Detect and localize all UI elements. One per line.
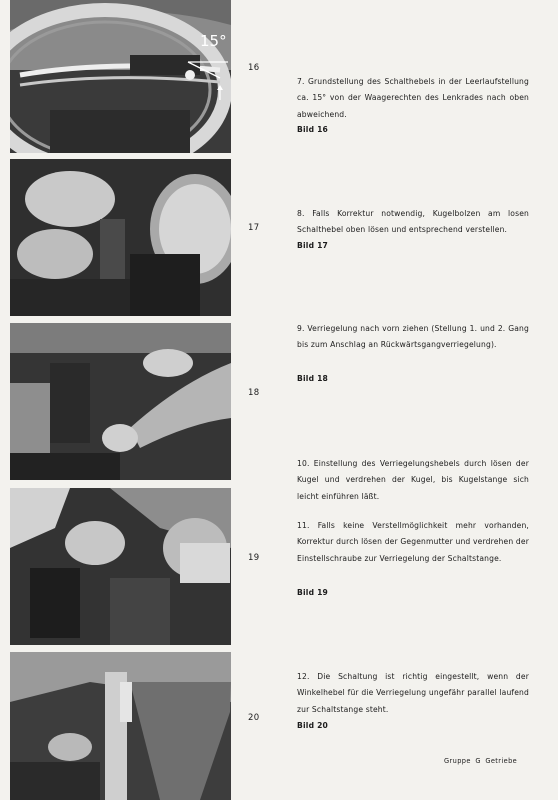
- photo-19-adjusting-screw: [10, 488, 231, 645]
- figure-number-19: 19: [248, 553, 260, 563]
- step-7-figure-ref: Bild 16: [297, 125, 329, 134]
- step-7-text: 7. Grundstellung des Schalthebels in der Leerlaufstellung ca. 15° von der Waagerechten des Lenkrades nach oben abweichend.: [297, 77, 529, 119]
- figure-number-18: 18: [248, 388, 260, 398]
- page-footer: [444, 757, 517, 765]
- footer-group: Gruppe G: [444, 757, 481, 765]
- step-9-text: 9. Verriegelung nach vorn ziehen (Stellung 1. und 2. Gang bis zum Anschlag an Rückwärtsgangverriegelung).: [297, 324, 529, 350]
- photo-18-lock-pull: [10, 323, 231, 480]
- step-9-figure-ref: Bild 18: [297, 374, 329, 383]
- photo-20-angle-lever: [10, 652, 231, 800]
- footer-section: Getriebe: [485, 757, 518, 765]
- figure-number-20: 20: [248, 713, 260, 723]
- step-12-text: 12. Die Schaltung ist richtig eingestellt, wenn der Winkelhebel für die Verriegelung ungefähr parallel laufend zur Schaltstange steht.: [297, 672, 529, 714]
- step-12-figure-ref: Bild 20: [297, 721, 329, 730]
- photo-16-steering-wheel: [10, 0, 231, 153]
- step-10-text: 10. Einstellung des Verriegelungshebels durch lösen der Kugel und verdrehen der Kugel, bis Kugelstange sich leicht einführen läßt.: [297, 459, 529, 501]
- step-11-figure-ref: Bild 19: [297, 588, 329, 597]
- step-11-text: 11. Falls keine Verstellmöglichkeit mehr vorhanden, Korrektur durch lösen der Gegenmutter und verdrehen der Einstellschraube zur Verriegelung der Schaltstange.: [297, 521, 529, 563]
- figure-number-16: 16: [248, 63, 260, 73]
- step-8-text: 8. Falls Korrektur notwendig, Kugelbolzen am losen Schalthebel oben lösen und entsprechend verstellen.: [297, 209, 529, 235]
- step-8-figure-ref: Bild 17: [297, 241, 329, 250]
- photo-17-ball-joint-adjustment: [10, 159, 231, 316]
- figure-number-17: 17: [248, 223, 260, 233]
- angle-label: 15°: [200, 32, 227, 50]
